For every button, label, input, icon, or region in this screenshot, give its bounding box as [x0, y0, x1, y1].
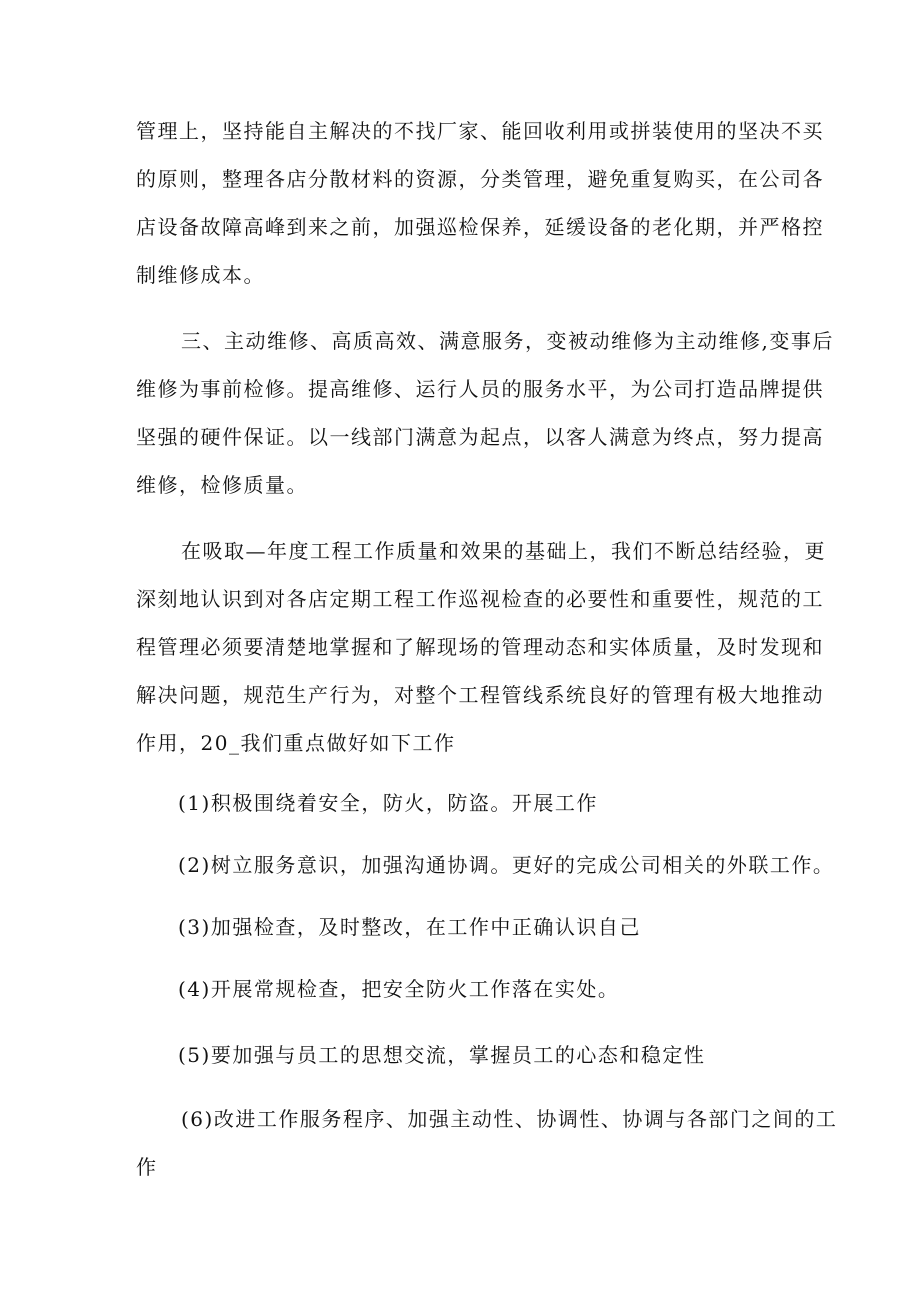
paragraph-line: 维修为事前检修。提高维修、运行人员的服务水平，为公司打造品牌提供	[136, 377, 824, 401]
list-item: (4)开展常规检查，把安全防火工作落在实处。	[178, 977, 620, 1001]
list-item: (6)改进工作服务程序、加强主动性、协调性、协调与各部门之间的工	[181, 1107, 838, 1131]
paragraph-line: 作用，20_我们重点做好如下工作	[136, 731, 456, 755]
paragraph-line: 店设备故障高峰到来之前，加强巡检保养，延缓设备的老化期，并严格控	[136, 215, 824, 239]
paragraph-line: 三、主动维修、高质高效、满意服务，变被动维修为主动维修,变事后	[181, 329, 834, 353]
list-item: (3)加强检查，及时整改，在工作中正确认识自己	[178, 915, 641, 939]
list-item: (2)树立服务意识，加强沟通协调。更好的完成公司相关的外联工作。	[178, 853, 835, 877]
paragraph-line: 管理上，坚持能自主解决的不找厂家、能回收利用或拼装使用的坚决不买	[136, 119, 824, 143]
paragraph-line: 程管理必须要清楚地掌握和了解现场的管理动态和实体质量，及时发现和	[136, 635, 824, 659]
paragraph-line: 的原则，整理各店分散材料的资源，分类管理，避免重复购买，在公司各	[136, 167, 824, 191]
paragraph-line: 在吸取—年度工程工作质量和效果的基础上，我们不断总结经验，更	[181, 539, 826, 563]
paragraph-line: 深刻地认识到对各店定期工程工作巡视检查的必要性和重要性，规范的工	[136, 587, 824, 611]
paragraph-line: 解决问题，规范生产行为，对整个工程管线系统良好的管理有极大地推动	[136, 683, 824, 707]
list-item-continuation: 作	[136, 1155, 158, 1179]
list-item: (5)要加强与员工的思想交流，掌握员工的心态和稳定性	[178, 1043, 706, 1067]
paragraph-line: 坚强的硬件保证。以一线部门满意为起点，以客人满意为终点，努力提高	[136, 425, 824, 449]
list-item: (1)积极围绕着安全，防火，防盗。开展工作	[178, 791, 598, 815]
paragraph-line: 维修，检修质量。	[136, 473, 308, 497]
paragraph-line: 制维修成本。	[136, 263, 265, 287]
